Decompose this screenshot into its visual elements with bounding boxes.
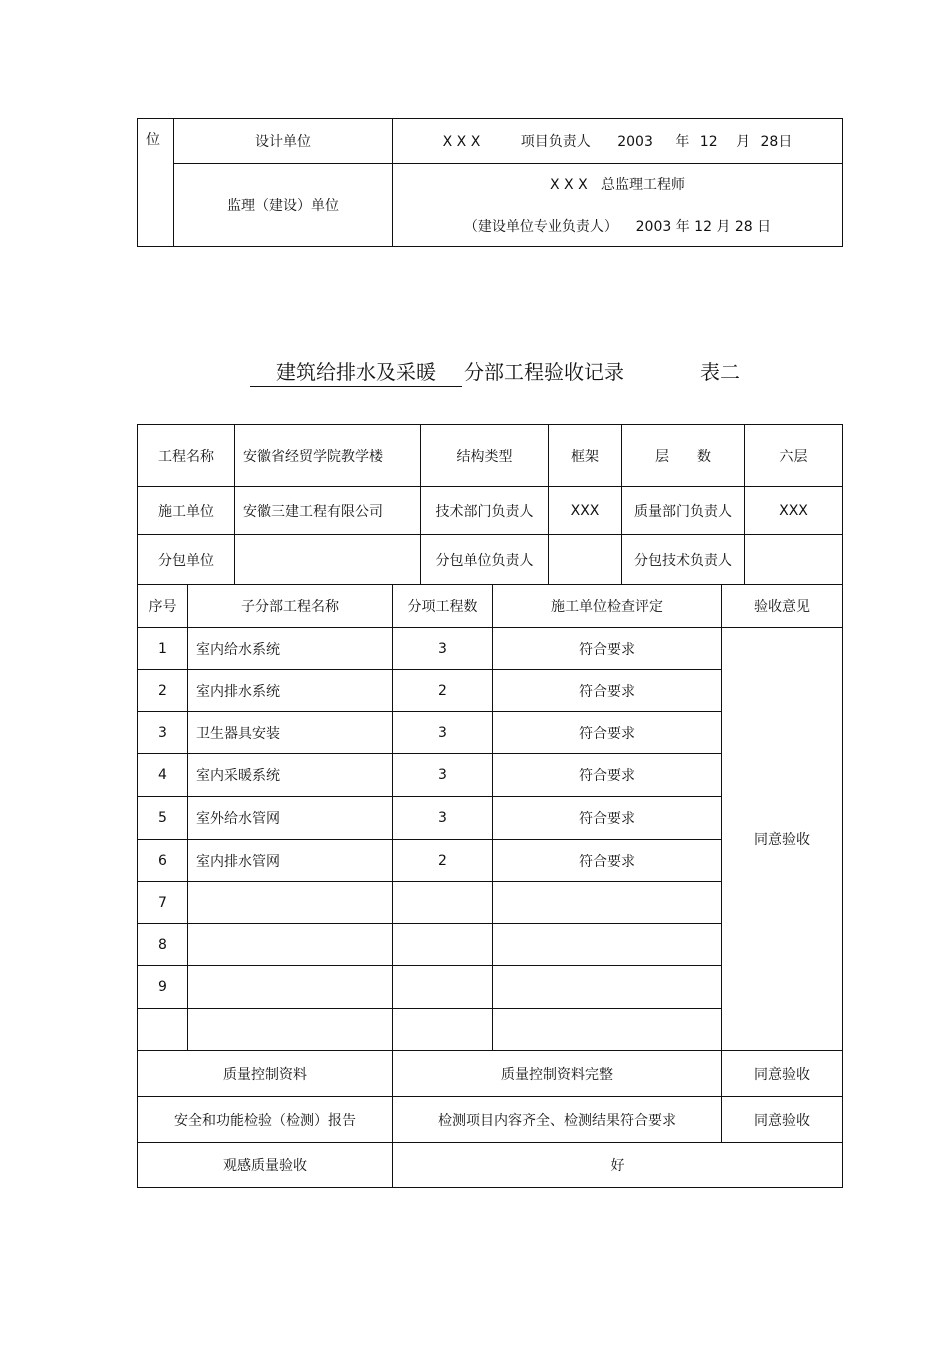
- supervision-unit-label: 监理（建设）单位: [174, 164, 393, 247]
- row-no: 5: [138, 797, 188, 840]
- row-count: [393, 882, 493, 924]
- subcontractor-value: [235, 535, 421, 585]
- appearance-label: 观感质量验收: [138, 1143, 393, 1188]
- quality-docs-value: 质量控制资料完整: [393, 1051, 722, 1097]
- design-unit-label: 设计单位: [174, 119, 393, 164]
- tech-head-value: XXX: [549, 487, 622, 535]
- supervision-person-line: X X X 总监理工程师: [549, 177, 686, 193]
- row-no: 1: [138, 628, 188, 670]
- header-row: [138, 585, 843, 628]
- row-count: 3: [393, 754, 493, 797]
- row-count: 3: [393, 628, 493, 670]
- row-name: [188, 966, 393, 1009]
- structure-type-label: 结构类型: [421, 425, 549, 487]
- row-count: [393, 1009, 493, 1051]
- quality-head-label: 质量部门负责人: [622, 487, 745, 535]
- row-no: 9: [138, 966, 188, 1009]
- row-name: 室内采暖系统: [188, 754, 393, 797]
- design-unit-year: 2003: [617, 134, 653, 150]
- row-eval: 符合要求: [493, 628, 722, 670]
- safety-report-label: 安全和功能检验（检测）报告: [138, 1097, 393, 1143]
- row-no: 4: [138, 754, 188, 797]
- design-unit-day: 28: [760, 134, 779, 150]
- row-name: [188, 924, 393, 966]
- row-count: [393, 966, 493, 1009]
- supervision-unit-signoff: [393, 164, 843, 247]
- design-unit-person: X X X: [442, 134, 481, 150]
- header-item-count: 分项工程数: [393, 585, 493, 628]
- supervision-date-line: （建设单位专业负责人） 2003 年 12 月 28 日: [463, 219, 772, 235]
- design-unit-month: 12: [699, 134, 718, 150]
- sub-head-value: [549, 535, 622, 585]
- row-eval: 符合要求: [493, 797, 722, 840]
- title-division-name: 建筑给排水及采暖: [250, 356, 462, 387]
- safety-report-value: 检测项目内容齐全、检测结果符合要求: [393, 1097, 722, 1143]
- row-name: 卫生器具安装: [188, 712, 393, 754]
- quality-head-value: XXX: [745, 487, 843, 535]
- title-main: 分部工程验收记录: [464, 360, 624, 384]
- row-no: 3: [138, 712, 188, 754]
- document-title: [0, 356, 950, 386]
- sub-head-label: 分包单位负责人: [421, 535, 549, 585]
- row-eval: 符合要求: [493, 754, 722, 797]
- safety-report-opinion: 同意验收: [722, 1097, 843, 1143]
- signoff-table: [137, 118, 843, 247]
- design-unit-day-unit: 日: [778, 134, 793, 150]
- header-contractor-eval: 施工单位检查评定: [493, 585, 722, 628]
- row-no: 6: [138, 840, 188, 882]
- contractor-value: 安徽三建工程有限公司: [235, 487, 421, 535]
- quality-docs-opinion: 同意验收: [722, 1051, 843, 1097]
- sub-tech-value: [745, 535, 843, 585]
- row-no: 2: [138, 670, 188, 712]
- row-eval: 符合要求: [493, 840, 722, 882]
- row-name: 室内排水系统: [188, 670, 393, 712]
- row-eval: [493, 1009, 722, 1051]
- safety-report-row: [138, 1097, 843, 1143]
- row-eval: [493, 966, 722, 1009]
- header-subdivision-name: 子分部工程名称: [188, 585, 393, 628]
- subcontractor-label: 分包单位: [138, 535, 235, 585]
- quality-docs-label: 质量控制资料: [138, 1051, 393, 1097]
- quality-docs-row: [138, 1051, 843, 1097]
- design-unit-signoff: [393, 119, 843, 164]
- row-name: 室内排水管网: [188, 840, 393, 882]
- tech-head-label: 技术部门负责人: [421, 487, 549, 535]
- appearance-value: 好: [393, 1143, 843, 1188]
- contractor-label: 施工单位: [138, 487, 235, 535]
- row-name: [188, 882, 393, 924]
- side-label-cell: [138, 119, 174, 247]
- row-eval: [493, 924, 722, 966]
- table-row: [138, 628, 843, 670]
- title-sheet-number: 表二: [700, 360, 740, 384]
- row-eval: 符合要求: [493, 670, 722, 712]
- row-name: 室内给水系统: [188, 628, 393, 670]
- appearance-row: [138, 1143, 843, 1188]
- side-label: 位: [146, 132, 160, 148]
- row-eval: [493, 882, 722, 924]
- header-acceptance-opinion: 验收意见: [722, 585, 843, 628]
- acceptance-opinion-merged: 同意验收: [722, 628, 843, 1051]
- row-eval: 符合要求: [493, 712, 722, 754]
- project-info-table: [137, 424, 843, 585]
- design-unit-role: 项目负责人: [520, 134, 591, 150]
- row-no: 8: [138, 924, 188, 966]
- row-count: 2: [393, 670, 493, 712]
- row-no: 7: [138, 882, 188, 924]
- project-name-value: 安徽省经贸学院教学楼: [235, 425, 421, 487]
- row-count: [393, 924, 493, 966]
- row-no: [138, 1009, 188, 1051]
- header-no: 序号: [138, 585, 188, 628]
- row-count: 2: [393, 840, 493, 882]
- project-name-label: 工程名称: [138, 425, 235, 487]
- row-count: 3: [393, 712, 493, 754]
- sub-tech-label: 分包技术负责人: [622, 535, 745, 585]
- structure-type-value: 框架: [549, 425, 622, 487]
- design-unit-month-unit: 月: [736, 134, 751, 150]
- floors-value: 六层: [745, 425, 843, 487]
- floors-label: 层 数: [622, 425, 745, 487]
- row-count: 3: [393, 797, 493, 840]
- row-name: 室外给水管网: [188, 797, 393, 840]
- row-name: [188, 1009, 393, 1051]
- subdivision-table: [137, 584, 843, 1188]
- design-unit-year-unit: 年: [675, 134, 690, 150]
